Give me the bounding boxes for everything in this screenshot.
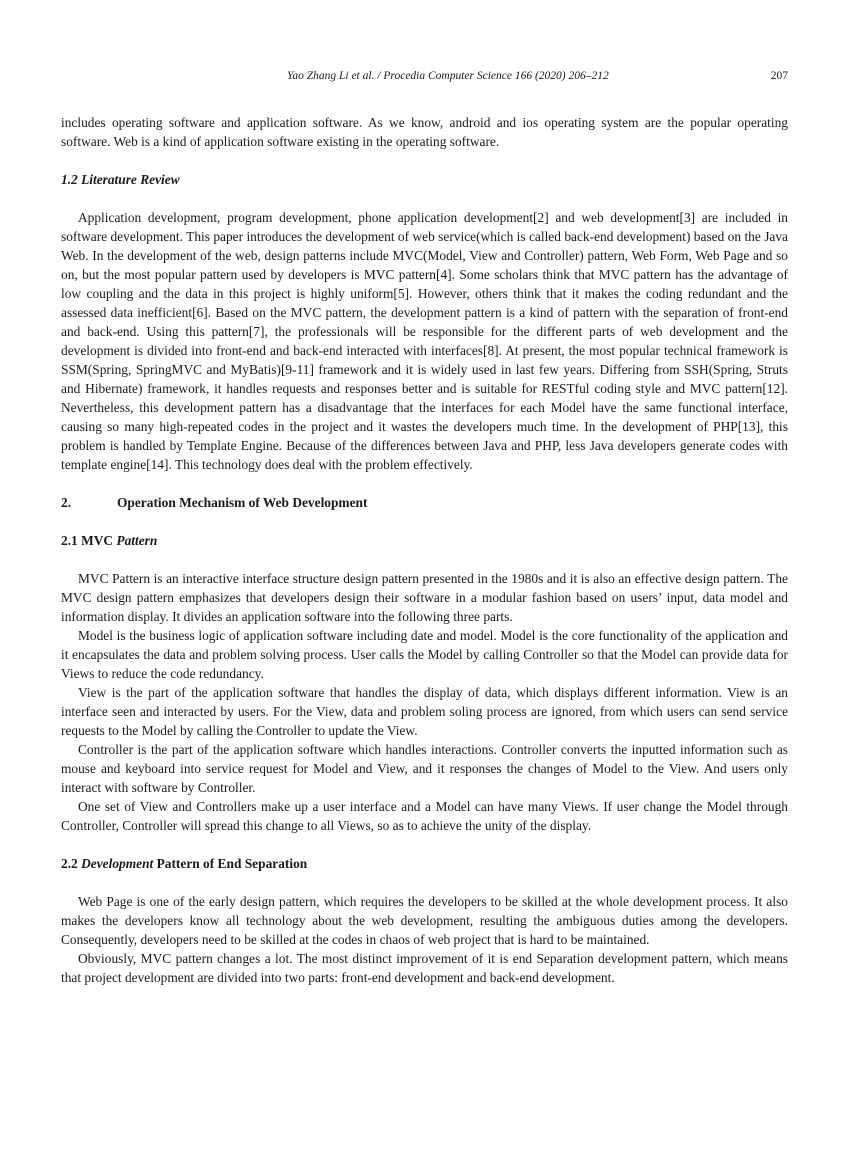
section-1-2-heading: 1.2 Literature Review <box>61 172 180 187</box>
literature-review-paragraph: Application development, program development, phone application development[2] and web development[3] are included in software development. This paper introduces the development of web service(which is called back-end development) based on the Java Web. In the development of the web, design patterns include MVC(Model, View and Controller) pattern, Web Form, Web Page and so on, but the most popular pattern used by developers is MVC pattern[4]. Some scholars think that MVC pattern has the advantage of low coupling and the data in this project is highly uniform[5]. However, others think that it makes the coding redundant and the assessed data inefficient[6]. Based on the MVC pattern, the development pattern is a kind of pattern with the separation of front-end and back-end. Using this pattern[7], the professionals will be responsible for the different parts of web development and the development is divided into front-end and back-end interacted with interfaces[8]. At present, the most popular technical framework is SSM(Spring, SpringMVC and MyBatis)[9-11] framework and it is widely used in last few years. Differing from SSH(Spring, Struts and Hibernate) framework, it handles requests and responses better and is suitable for RESTful coding style and MVC pattern[12]. Nevertheless, this development pattern has a disadvantage that the interfaces for each Model have the same functional interface, causing so many high-repeated codes in the project and it wastes the developers much time. In the development of PHP[13], this problem is handled by Template Engine. Because of the differences between Java and PHP, less Java developers generate codes with template engine[14]. This technology does deal with the problem effectively. <box>61 210 788 472</box>
section-2-1-heading <box>61 531 788 550</box>
separation-paragraph-2: Obviously, MVC pattern changes a lot. The most distinct improvement of it is end Separation development pattern, which means that project development are divided into two parts: front-end development and back-end development. <box>61 951 788 985</box>
section-2-2-title-italic: Development <box>81 856 154 871</box>
running-title: Yao Zhang Li et al. / Procedia Computer Science 166 (2020) 206–212 <box>287 70 609 82</box>
mvc-paragraph-3: View is the part of the application software that handles the display of data, which displays different information. View is an interface seen and interacted by users. For the View, data and problem soling process are ignored, from which users can send service requests to the Model by calling the Controller to update the View. <box>61 685 788 738</box>
mvc-paragraph-5: One set of View and Controllers make up a user interface and a Model can have many Views. If user change the Model through Controller, Controller will spread this change to all Views, so as to achieve the unity of the display. <box>61 799 788 833</box>
section-2-2-title-rest: Pattern of End Separation <box>153 856 308 871</box>
section-2-1-title-plain: 2.1 MVC <box>61 533 117 548</box>
intro-paragraph: includes operating software and application software. As we know, android and ios operating system are the popular operating software. Web is a kind of application software existing in the operating software. <box>61 115 788 149</box>
running-header <box>61 70 788 86</box>
page-number: 207 <box>770 70 788 82</box>
section-2-heading <box>61 493 788 512</box>
section-2-title: Operation Mechanism of Web Development <box>117 495 368 510</box>
section-2-2-title-num: 2.2 <box>61 856 82 871</box>
section-2-number: 2. <box>61 495 72 510</box>
mvc-paragraph-1: MVC Pattern is an interactive interface structure design pattern presented in the 1980s and it is also an effective design pattern. The MVC design pattern emphasizes that developers design their software in a modular fashion based on users’ input, data model and information display. It divides an application software into the following three parts. <box>61 571 788 624</box>
mvc-paragraph-4: Controller is the part of the application software which handles interactions. Controller converts the inputted information such as mouse and keyboard into service request for Model and View, and it responses the changes of Model to the View. And users only interact with software by Controller. <box>61 742 788 795</box>
section-2-2-heading <box>61 854 788 873</box>
separation-paragraph-1: Web Page is one of the early design pattern, which requires the developers to be skilled at the whole development process. It also makes the developers know all technology about the web development, resulting the ambiguous duties among the developers. Consequently, developers need to be skilled at the codes in chaos of web project that is hard to be maintained. <box>61 894 788 947</box>
article-body <box>61 113 788 987</box>
mvc-paragraph-2: Model is the business logic of application software including date and model. Model is the core functionality of the application and it encapsulates the data and problem solving process. User calls the Model by calling Controller so that the Model can provide data for Views to reduce the code redundancy. <box>61 628 788 681</box>
section-2-1-title-italic: Pattern <box>116 533 158 548</box>
